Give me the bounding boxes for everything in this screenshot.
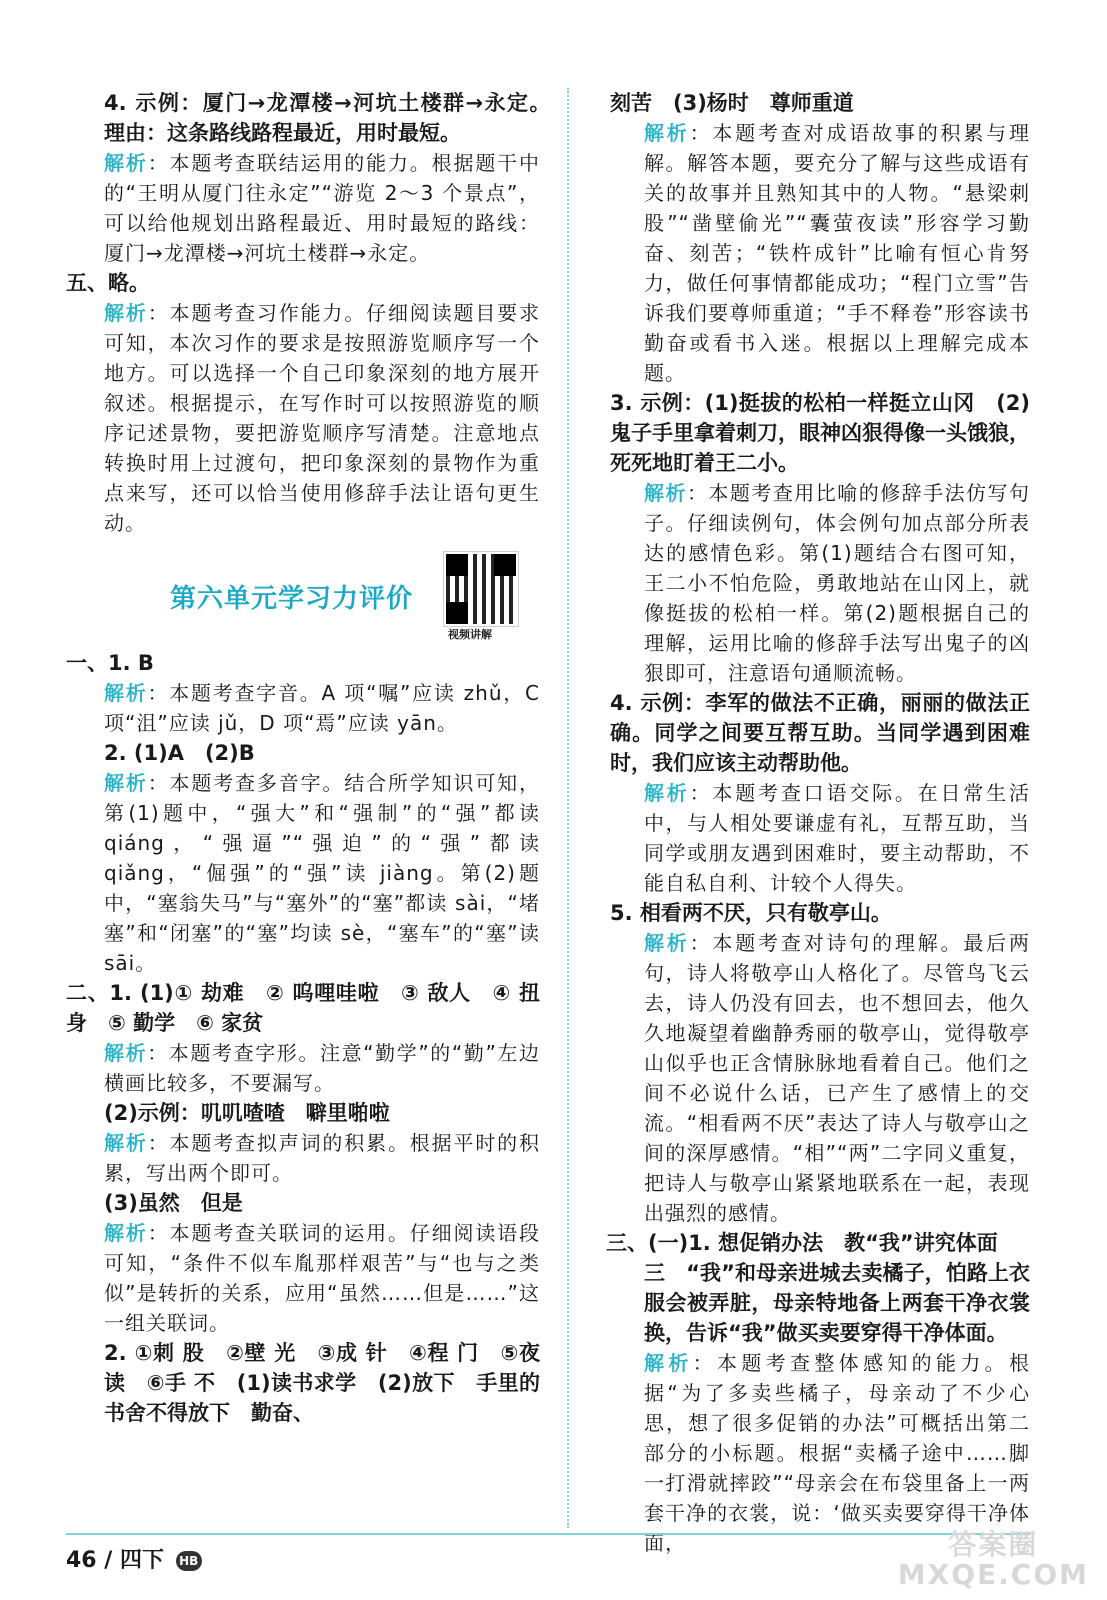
analysis-paragraph [66,768,540,978]
watermark-line2: MXQE.COM [897,1558,1089,1591]
left-top-blocks [66,88,561,538]
watermark-line1: 答案圈 [948,1528,1039,1561]
analysis-text: ：本题考查字音。A 项“嘱”应读 zhǔ，C 项“沮”应读 jǔ，D 项“焉”应读 yān。 [104,681,541,735]
footer-separator: / [104,1548,113,1573]
analysis-tag: 解析 [644,781,690,805]
analysis-paragraph [606,118,1030,388]
analysis-paragraph [66,148,540,268]
answer-line: (2)示例：叽叽喳喳 噼里啪啦 [104,1101,390,1125]
answer-line: 刻苦 (3)杨时 尊师重道 [610,91,854,115]
answer-line: 三 “我”和母亲进城去卖橘子，怕路上衣服会被弄脏，母亲特地备上两套干净衣裳换，告诉“我”做买卖要穿得干净体面。 [644,1261,1030,1345]
analysis-tag: 解析 [644,931,690,955]
footer-rule [66,1533,1030,1535]
answer-line: 4. 示例：厦门→龙潭楼→河坑土楼群→永定。 理由：这条路线路程最近，用时最短。 [104,91,561,145]
analysis-text: ：本题考查整体感知的能力。根据“为了多卖些橘子，母亲动了不少心思，想了很多促销的办法”可概括出第二部分的小标题。根据“卖橘子途中……脚一打滑就摔跤”“母亲会在布袋里备上一两套干净的衣裳，说：‘做买卖要穿得干净体面， [644,1351,1031,1555]
analysis-text: ：本题考查对诗句的理解。最后两句，诗人将敬亭山人格化了。尽管鸟飞云去，诗人仍没有回去，也不想回去，他久久地凝望着幽静秀丽的敬亭山，觉得敬亭山似乎也正含情脉脉地看着自己。他们之间不必说什么话，已产生了感情上的交流。“相看两不厌”表达了诗人与敬亭山之间的深厚感情。“相”“两”二字同义重复，把诗人与敬亭山紧紧地联系在一起，表现出强烈的感情。 [644,931,1030,1225]
analysis-tag: 解析 [644,1351,693,1375]
analysis-paragraph [66,1038,540,1098]
analysis-tag: 解析 [104,1221,148,1245]
analysis-paragraph [606,778,1030,898]
analysis-tag: 解析 [104,1041,148,1065]
answer-line: 2. ①刺 股 ②壁 光 ③成 针 ④程 门 ⑤夜 读 ⑥手 不 (1)读书求学 (2)放下 手里的书舍不得放下 勤奋、 [104,1341,540,1425]
answer-line: 3. 示例：(1)挺拔的松柏一样挺立山冈 (2)鬼子手里拿着刺刀，眼神凶狠得像一头饿狼，死死地盯着王二小。 [610,391,1030,475]
analysis-paragraph [66,678,540,738]
right-blocks [606,88,1030,1558]
analysis-tag: 解析 [104,771,148,795]
analysis-text: ：本题考查拟声词的积累。根据平时的积累，写出两个即可。 [104,1131,541,1185]
analysis-paragraph [606,478,1030,688]
answer-line: (3)虽然 但是 [104,1191,243,1215]
analysis-tag: 解析 [104,681,148,705]
analysis-text: ：本题考查关联词的运用。仔细阅读语段可知，“条件不似车胤那样艰苦”与“也与之类似”是转折的关系，应用“虽然……但是……”这一组关联词。 [104,1221,541,1335]
analysis-text: ：本题考查多音字。结合所学知识可知，第(1)题中，“强大”和“强制”的“强”都读 qiáng，“强逼”“强迫”的“强”都读 qiǎng，“倔强”的“强”读 jiàng。第(2)题中，“塞翁失马”与“塞外”的“塞”都读 sài，“堵塞”和“闭塞”的“塞”均读 sè，“塞车”的“塞”读 sāi。 [104,771,541,975]
analysis-tag: 解析 [104,1131,148,1155]
analysis-text: ：本题考查口语交际。在日常生活中，与人相处要谦虚有礼，互帮互助，当同学或朋友遇到困难时，要主动帮助，不能自私自利、计较个人得失。 [644,781,1030,895]
page-footer [66,1543,202,1574]
section-header [66,546,540,644]
analysis-tag: 解析 [104,301,148,325]
answer-line: 2. (1)A (2)B [104,741,255,765]
analysis-text: ：本题考查对成语故事的积累与理解。解答本题，要充分了解与这些成语有关的故事并且熟知其中的人物。“悬梁刺股”“凿壁偷光”“囊萤夜读”形容学习勤奋、刻苦；“铁杵成针”比喻有恒心肯努力，做任何事情都能成功；“程门立雪”告诉我们要尊师重道；“手不释卷”形容读书勤奋或看书入迷。根据以上理解完成本题。 [644,121,1030,385]
analysis-paragraph [66,1128,540,1188]
answer-line: 五、略。 [66,271,150,295]
analysis-tag: 解析 [644,121,690,145]
analysis-paragraph [606,1348,1030,1558]
answer-line: 二、1. (1)① 劫难 ② 呜哩哇啦 ③ 敌人 ④ 扭身 ⑤ 勤学 ⑥ 家贫 [66,981,540,1035]
left-bottom-blocks [66,648,540,1428]
analysis-text: ：本题考查联结运用的能力。根据题干中的“王明从厦门往永定”“游览 2～3 个景点”，可以给他规划出路程最近、用时最短的路线：厦门→龙潭楼→河坑土楼群→永定。 [104,151,541,265]
answer-line: 三、(一)1. 想促销办法 教“我”讲究体面 [606,1231,998,1255]
left-column [66,88,561,1428]
qr-code[interactable] [444,552,518,626]
analysis-paragraph [66,1218,540,1338]
answer-line: 一、1. B [66,651,154,675]
analysis-text: ：本题考查字形。注意“勤学”的“勤”左边横画比较多，不要漏写。 [104,1041,541,1095]
column-divider [567,88,569,1528]
page-number: 46 [66,1548,97,1573]
analysis-text: ：本题考查用比喻的修辞手法仿写句子。仔细读例句，体会例句加点部分所表达的感情色彩。第(1)题结合右图可知，王二小不怕危险，勇敢地站在山冈上，就像挺拔的松柏一样。第(2)题根据自己的理解，运用比喻的修辞手法写出鬼子的凶狠即可，注意语句通顺流畅。 [644,481,1031,685]
analysis-text: ：本题考查习作能力。仔细阅读题目要求可知，本次习作的要求是按照游览顺序写一个地方。可以选择一个自己印象深刻的地方展开叙述。根据提示，在写作时可以按照游览的顺序记述景物，要把游览顺序写清楚。注意地点转换时用上过渡句，把印象深刻的景物作为重点来写，还可以恰当使用修辞手法让语句更生动。 [104,301,541,535]
answer-line: 5. 相看两不厌，只有敬亭山。 [610,901,892,925]
analysis-paragraph [606,928,1030,1228]
analysis-tag: 解析 [644,481,687,505]
analysis-tag: 解析 [104,151,148,175]
answer-line: 4. 示例：李军的做法不正确，丽丽的做法正确。同学之间要互帮互助。当同学遇到困难时，我们应该主动帮助他。 [610,691,1030,775]
qr-label: 视频讲解 [448,628,492,641]
analysis-paragraph [66,298,540,538]
edition-badge: HB [176,1551,202,1571]
watermark [898,1530,1089,1590]
right-column [606,88,1030,1558]
section-title: 第六单元学习力评价 [170,584,414,614]
grade-label: 四下 [120,1548,165,1573]
